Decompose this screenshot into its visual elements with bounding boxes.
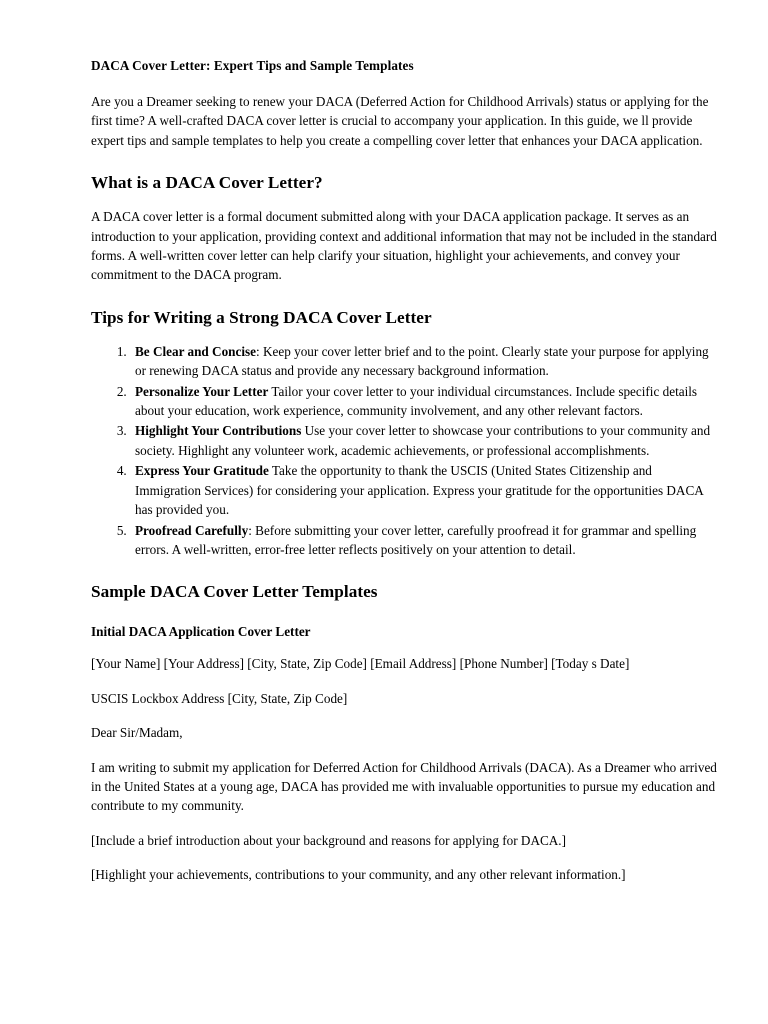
tip-text: : Keep your cover letter brief and to the point. Clearly state your purpose for applying or renewing DACA status and provide any necessary background information.: [135, 343, 709, 379]
subsection-heading-initial-application: Initial DACA Application Cover Letter: [91, 624, 311, 640]
tip-lead: Highlight Your Contributions: [135, 423, 302, 439]
tip-lead: Express Your Gratitude: [135, 463, 269, 479]
list-item: [130, 342, 721, 381]
section-heading-tips: Tips for Writing a Strong DACA Cover Letter: [91, 307, 432, 327]
list-item: [130, 421, 721, 460]
letter-sender-block: [Your Name] [Your Address] [City, State, Zip Code] [Email Address] [Phone Number] [Today s Date]: [91, 656, 630, 672]
tip-text: Use your cover letter to showcase your contributions to your community and society. Highlight any volunteer work, academic achievements, or professional accomplishments.: [135, 423, 711, 458]
letter-placeholder-introduction: [Include a brief introduction about your background and reasons for applying for DACA.]: [91, 832, 566, 848]
tip-text: Take the opportunity to thank the USCIS (United States Citizenship and Immigration Services) for considering your application. Express your gratitude for the opportunities DACA has provided you.: [135, 463, 704, 518]
letter-recipient-block: USCIS Lockbox Address [City, State, Zip Code]: [91, 690, 348, 706]
intro-paragraph: Are you a Dreamer seeking to renew your DACA (Deferred Action for Childhood Arrivals) status or applying for the first time? A well-crafted DACA cover letter is crucial to accompany your application. In this guide, we ll provide expert tips and sample templates to help you create a compelling cover letter that enhances your DACA application.: [91, 94, 709, 148]
document-content: [91, 56, 721, 885]
letter-body-paragraph: I am writing to submit my application for Deferred Action for Childhood Arrivals (DACA). As a Dreamer who arrived in the United States at a young age, DACA has provided me with invaluable opportunities to pursue my education and contribute to my community.: [91, 759, 717, 814]
letter-placeholder-highlights: [Highlight your achievements, contributions to your community, and any other relevant information.]: [91, 867, 626, 883]
section-heading-what-is: What is a DACA Cover Letter?: [91, 173, 323, 193]
letter-salutation: Dear Sir/Madam,: [91, 725, 183, 741]
document-title: DACA Cover Letter: Expert Tips and Sample Templates: [91, 58, 414, 73]
list-item: [130, 521, 721, 560]
list-item: [130, 461, 721, 519]
section-heading-samples: Sample DACA Cover Letter Templates: [91, 582, 378, 602]
tip-text: Tailor your cover letter to your individual circumstances. Include specific details about your education, work experience, community involvement, and any other relevant factors.: [135, 383, 698, 419]
what-is-paragraph: A DACA cover letter is a formal document submitted along with your DACA application package. It serves as an introduction to your application, providing context and additional information that may not be included in the standard forms. A well-written cover letter can help clarify your situation, highlight your achievements, and convey your commitment to the DACA program.: [91, 209, 717, 283]
list-item: [130, 382, 721, 421]
tips-list: [91, 342, 721, 559]
tip-lead: Be Clear and Concise: [135, 343, 257, 359]
tip-lead: Proofread Carefully: [135, 522, 249, 538]
tip-lead: Personalize Your Letter: [135, 383, 269, 399]
tip-text: : Before submitting your cover letter, carefully proofread it for grammar and spelling errors. A well-written, error-free letter reflects positively on your attention to detail.: [135, 522, 697, 557]
